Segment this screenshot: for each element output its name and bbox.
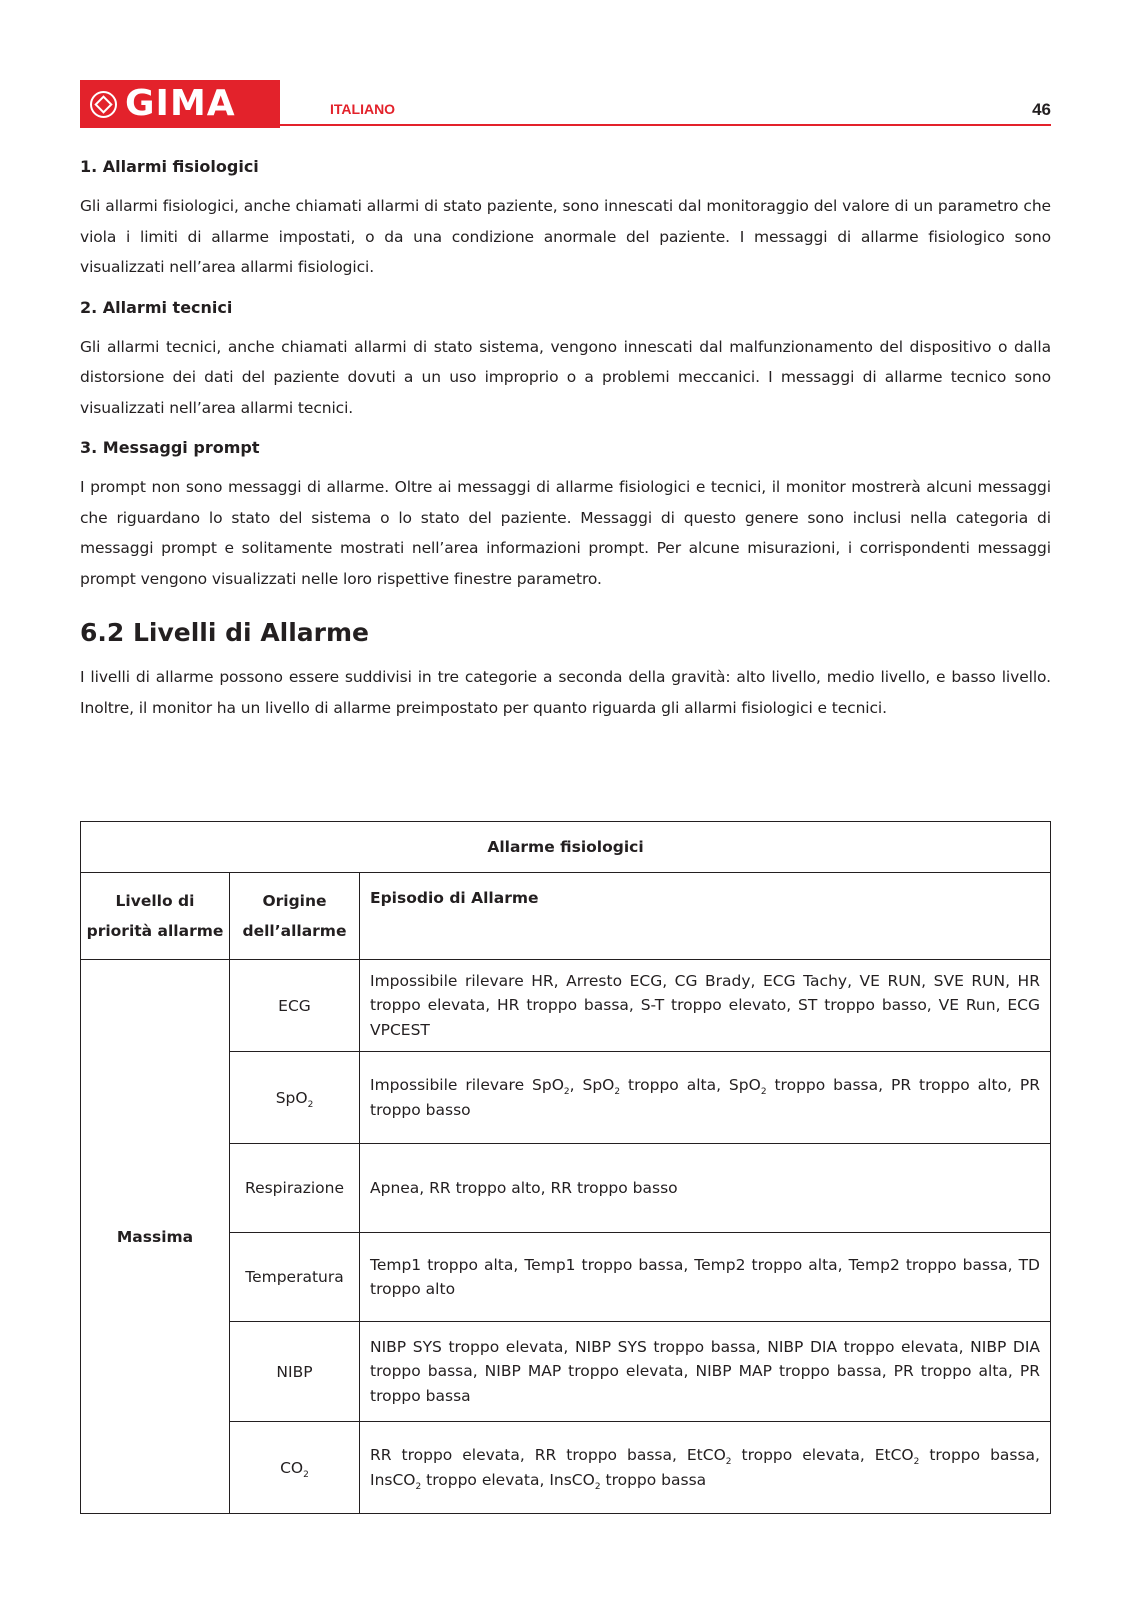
origin-cell (230, 1422, 360, 1514)
header-level (81, 873, 230, 960)
header-origin (230, 873, 360, 960)
origin-cell: ECG (230, 960, 360, 1052)
event-cell: NIBP SYS troppo elevata, NIBP SYS troppo bassa, NIBP DIA troppo elevata, NIBP DIA troppo bassa, NIBP MAP troppo elevata, NIBP MAP troppo bassa, PR troppo alta, PR troppo bassa (360, 1322, 1051, 1422)
language-label: ITALIANO (330, 101, 396, 117)
section-body: I prompt non sono messaggi di allarme. Oltre ai messaggi di allarme fisiologici e tecnici, il monitor mostrerà alcuni messaggi che riguardano lo stato del sistema o lo stato del paziente. Messaggi di questo genere sono inclusi nella categoria di messaggi prompt e solitamente mostrati nell’area informazioni prompt. Per alcune misurazioni, i corrispondenti messaggi prompt vengono visualizzati nelle loro rispettive finestre parametro. (80, 478, 1051, 588)
origin-main: CO (280, 1458, 304, 1477)
origin-cell (230, 1052, 360, 1144)
event-cell (360, 1422, 1051, 1514)
origin-cell: NIBP (230, 1322, 360, 1422)
event-subscript: 2 (563, 1087, 570, 1097)
event-text: troppo elevata, InsCO (421, 1470, 595, 1489)
section-heading: 1. Allarmi fisiologici (80, 157, 259, 176)
section-heading: 3. Messaggi prompt (80, 438, 260, 457)
event-cell (360, 1052, 1051, 1144)
event-text: Impossibile rilevare SpO (370, 1076, 564, 1094)
event-subscript: 2 (614, 1087, 621, 1097)
event-subscript: 2 (760, 1087, 767, 1097)
table-header-row (81, 873, 1051, 960)
origin-subscript: 2 (303, 1469, 309, 1480)
event-text: , SpO (569, 1076, 615, 1094)
section-title: 6.2 Livelli di Allarme (80, 618, 370, 647)
event-subscript: 2 (913, 1457, 920, 1467)
origin-subscript: 2 (307, 1099, 314, 1110)
origin-main: SpO (275, 1088, 308, 1107)
header-level-line1: Livello di (115, 892, 195, 910)
main-content (80, 155, 1051, 736)
section-intro: I livelli di allarme possono essere suddivisi in tre categorie a seconda della gravità: alto livello, medio livello, e basso livello. Inoltre, il monitor ha un livello di allarme preimpostato per quanto riguarda gli allarmi fisiologici e tecnici. (80, 668, 1051, 717)
table-title: Allarme fisiologici (81, 822, 1051, 873)
alarm-table (80, 821, 1051, 1514)
event-subscript: 2 (415, 1481, 422, 1492)
event-cell: Impossibile rilevare HR, Arresto ECG, CG Brady, ECG Tachy, VE RUN, SVE RUN, HR troppo elevata, HR troppo bassa, S-T troppo elevato, ST troppo basso, VE Run, ECG VPCEST (360, 960, 1051, 1052)
header-origin-line1: Origine (262, 892, 327, 910)
event-cell: Temp1 troppo alta, Temp1 troppo bassa, Temp2 troppo alta, Temp2 troppo bassa, TD troppo alto (360, 1233, 1051, 1322)
event-subscript: 2 (725, 1457, 732, 1467)
event-text: troppo alta, SpO (620, 1076, 761, 1094)
event-text: troppo bassa, PR troppo alto, PR troppo basso (370, 1076, 1041, 1119)
level-cell: Massima (81, 960, 230, 1514)
logo-text: GIMA (125, 83, 236, 124)
event-text: troppo bassa (600, 1470, 707, 1489)
header-divider (280, 124, 1051, 126)
event-cell: Apnea, RR troppo alto, RR troppo basso (360, 1144, 1051, 1233)
page-number: 46 (1032, 100, 1051, 119)
section-body: Gli allarmi fisiologici, anche chiamati allarmi di stato paziente, sono innescati dal monitoraggio del valore di un parametro che viola i limiti di allarme impostati, o da una condizione anormale del paziente. I messaggi di allarme fisiologico sono visualizzati nell’area allarmi fisiologici. (80, 197, 1051, 276)
section-heading: 2. Allarmi tecnici (80, 297, 233, 317)
header-level-line2: priorità allarme (86, 922, 224, 940)
page-header (80, 80, 1051, 128)
event-text: troppo bassa, InsCO (370, 1446, 1040, 1489)
origin-cell: Respirazione (230, 1144, 360, 1233)
event-text: RR troppo elevata, RR troppo bassa, EtCO (370, 1446, 726, 1464)
section-body: Gli allarmi tecnici, anche chiamati allarmi di stato sistema, vengono innescati dal malfunzionamento del dispositivo o dalla distorsione dei dati del paziente dovuti a un uso improprio o a problemi meccanici. I messaggi di allarme tecnico sono visualizzati nell’area allarmi tecnici. (80, 337, 1051, 417)
table-row (81, 960, 1051, 1052)
event-subscript: 2 (594, 1481, 601, 1492)
header-event: Episodio di Allarme (360, 873, 1051, 960)
event-text: troppo elevata, EtCO (731, 1446, 914, 1464)
gima-logo (80, 80, 280, 128)
origin-cell: Temperatura (230, 1233, 360, 1322)
gima-emblem-icon (90, 91, 117, 118)
header-origin-line2: dell’allarme (242, 922, 347, 940)
